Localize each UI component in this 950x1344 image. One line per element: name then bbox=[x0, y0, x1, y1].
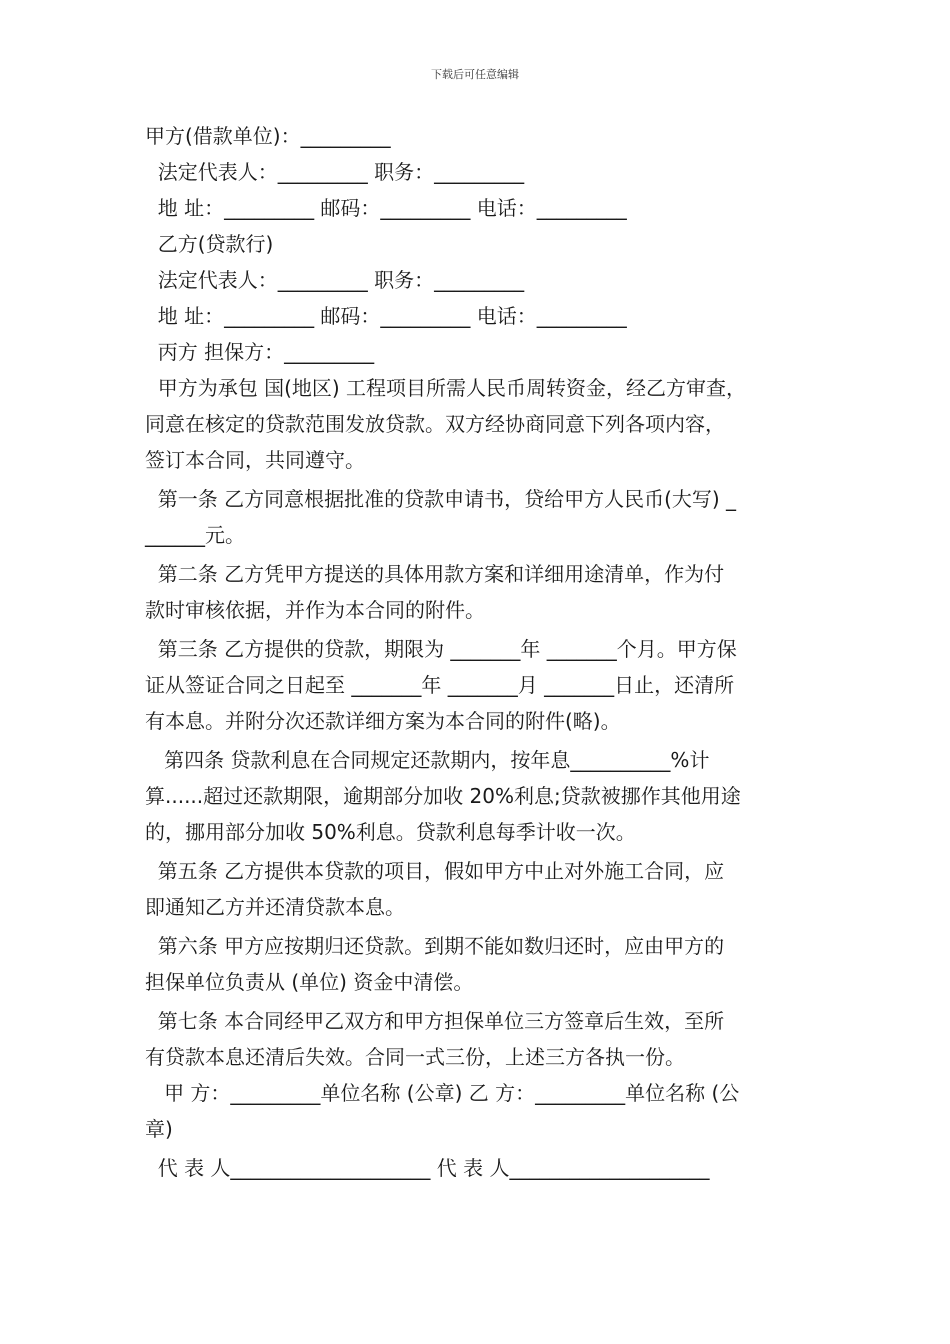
article-2-line: 第二条 乙方凭甲方提送的具体用款方案和详细用途清单，作为付 bbox=[145, 562, 725, 586]
page-header-note: 下载后可任意编辑 bbox=[431, 68, 519, 81]
article-5-line: 第五条 乙方提供本贷款的项目，假如甲方中止对外施工合同，应 bbox=[145, 859, 725, 883]
article-4-line: 的，挪用部分加收 50%利息。贷款利息每季计收一次。 bbox=[145, 820, 636, 844]
signature-representative-line: 代 表 人____________________ 代 表 人____________________ bbox=[145, 1156, 710, 1180]
preamble-line: 甲方为承包 国(地区) 工程项目所需人民币周转资金，经乙方审查， bbox=[145, 376, 747, 400]
article-1-line: ______元。 bbox=[145, 523, 245, 547]
party-a-address: 地 址：_________ 邮码：_________ 电话：_________ bbox=[145, 196, 627, 220]
article-5-line: 即通知乙方并还清贷款本息。 bbox=[145, 895, 405, 919]
party-b-representative: 法定代表人：_________ 职务：_________ bbox=[145, 268, 525, 292]
article-7-line: 有贷款本息还清后失效。合同一式三份，上述三方各执一份。 bbox=[145, 1045, 685, 1069]
preamble-line: 同意在核定的贷款范围发放贷款。双方经协商同意下列各项内容， bbox=[145, 412, 725, 436]
party-b-line: 乙方(贷款行) bbox=[145, 232, 274, 256]
party-b-address: 地 址：_________ 邮码：_________ 电话：_________ bbox=[145, 304, 627, 328]
contract-body bbox=[145, 118, 825, 1186]
article-1-line: 第一条 乙方同意根据批准的贷款申请书，贷给甲方人民币(大写) _ bbox=[145, 487, 737, 511]
article-3-line: 第三条 乙方提供的贷款，期限为 _______年 _______个月。甲方保 bbox=[145, 637, 737, 661]
party-a-line: 甲方(借款单位)：_________ bbox=[145, 124, 391, 148]
article-3-line: 有本息。并附分次还款详细方案为本合同的附件(略)。 bbox=[145, 709, 621, 733]
article-6-line: 第六条 甲方应按期归还贷款。到期不能如数归还时，应由甲方的 bbox=[145, 934, 725, 958]
article-4-line: 算......超过还款期限，逾期部分加收 20%利息;贷款被挪作其他用途 bbox=[145, 784, 741, 808]
article-2-line: 款时审核依据，并作为本合同的附件。 bbox=[145, 598, 485, 622]
article-3-line: 证从签证合同之日起至 _______年 _______月 _______日止，还清所 bbox=[145, 673, 735, 697]
article-4-line: 第四条 贷款利息在合同规定还款期内，按年息__________%计 bbox=[145, 748, 710, 772]
signature-party-line: 章) bbox=[145, 1117, 173, 1141]
party-c-guarantor: 丙方 担保方：_________ bbox=[145, 340, 375, 364]
preamble-line: 签订本合同，共同遵守。 bbox=[145, 448, 365, 472]
party-a-representative: 法定代表人：_________ 职务：_________ bbox=[145, 160, 525, 184]
article-7-line: 第七条 本合同经甲乙双方和甲方担保单位三方签章后生效，至所 bbox=[145, 1009, 725, 1033]
signature-party-line: 甲 方：_________单位名称 (公章) 乙 方：_________单位名称 (公 bbox=[145, 1081, 740, 1105]
article-6-line: 担保单位负责从 (单位) 资金中清偿。 bbox=[145, 970, 474, 994]
